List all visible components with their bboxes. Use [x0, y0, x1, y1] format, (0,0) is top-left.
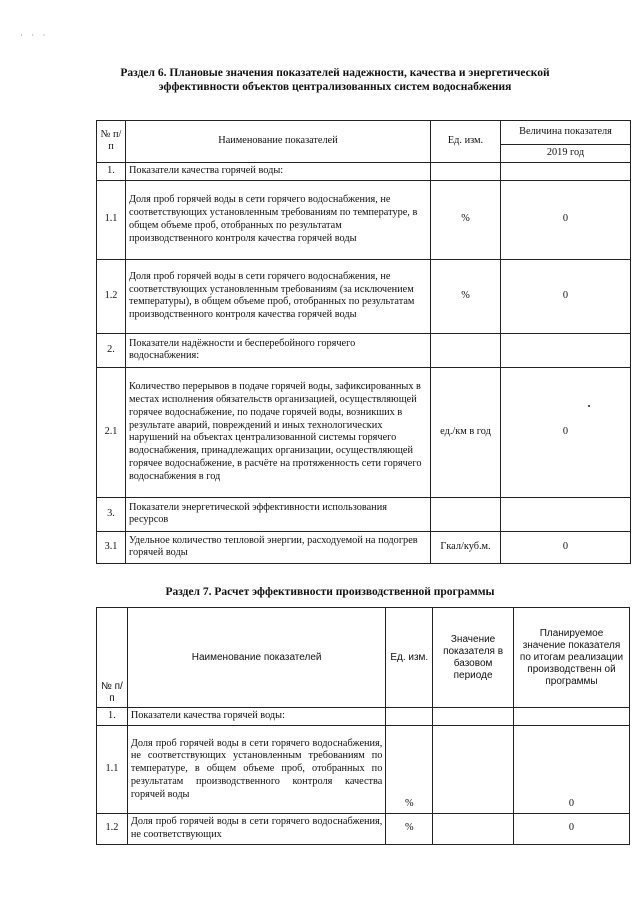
row-name: Показатели энергетической эффективности использования ресурсов [126, 497, 431, 531]
row-base [433, 726, 514, 814]
row-unit: % [431, 259, 501, 333]
row-num: 1. [97, 708, 128, 726]
row-plan [514, 708, 630, 726]
section6-title-line2: эффективности объектов централизованных систем водоснабжения [158, 81, 512, 93]
row-num: 2. [97, 333, 126, 367]
row-num: 3.1 [97, 531, 126, 563]
table-row [97, 333, 631, 367]
row-num: 2.1 [97, 367, 126, 497]
row-name: Доля проб горячей воды в сети горячего водоснабжения, не соответствующих установленным требованиям (за исключением температуры), в общем объеме проб, отобранных по результатам производственного контроля качества горячей воды [126, 259, 431, 333]
table-row [97, 497, 631, 531]
row-name: Удельное количество тепловой энергии, расходуемой на подогрев горячей воды [126, 531, 431, 563]
row-unit: % [431, 180, 501, 259]
section7-title: Раздел 7. Расчет эффективности производственной программы [165, 586, 495, 598]
row-unit [431, 497, 501, 531]
row-unit [431, 162, 501, 180]
header-unit: Ед. изм. [431, 121, 501, 163]
row-value: 0 [501, 531, 631, 563]
table-row [97, 531, 631, 563]
table-row [97, 708, 630, 726]
row-value: 0 [501, 367, 631, 497]
row-unit: ед./км в год [431, 367, 501, 497]
row-plan: 0 [514, 814, 630, 845]
row-unit [386, 708, 433, 726]
header-plan: Планируемое значение показателя по итогам реализации производственн ой программы [514, 608, 630, 708]
row-num: 1.1 [97, 726, 128, 814]
header-name: Наименование показателей [126, 121, 431, 163]
row-value: 0 [501, 259, 631, 333]
scan-artifact: · · · [20, 30, 49, 40]
row-base [433, 814, 514, 845]
row-name: Доля проб горячей воды в сети горячего водоснабжения, не соответствующих [127, 814, 386, 845]
row-base [433, 708, 514, 726]
section7-table [96, 607, 630, 845]
row-value [501, 333, 631, 367]
row-value [501, 497, 631, 531]
table-header-row [97, 608, 630, 708]
table-row [97, 180, 631, 259]
header-base: Значение показателя в базовом периоде [433, 608, 514, 708]
table-row [97, 162, 631, 180]
row-num: 3. [97, 497, 126, 531]
header-num: № п/п [97, 121, 126, 163]
header-value: Величина показателя [501, 121, 631, 145]
row-name: Количество перерывов в подаче горячей воды, зафиксированных в местах исполнения обязательств организацией, осуществляющей горячее водоснабжение, по подаче горячей воды, возникших в результате аварий, повреждений и иных технологических нарушений на объектах централизованной системы горячего водоснабжения, принадлежащих организации, осуществляющей горячее водоснабжение, в расчёте на протяженность сети горячего водоснабжения в год [126, 367, 431, 497]
table-row [97, 259, 631, 333]
header-num: № п/п [97, 608, 128, 708]
row-num: 1. [97, 162, 126, 180]
row-num: 1.2 [97, 814, 128, 845]
row-name: Доля проб горячей воды в сети горячего водоснабжения, не соответствующих установленным требованиям по температуре, в общем объеме проб, отобранных по результатам производственного контроля качества горячей воды [126, 180, 431, 259]
header-unit: Ед. изм. [386, 608, 433, 708]
section6-title-line1: Раздел 6. Плановые значения показателей надежности, качества и энергетической [120, 67, 550, 79]
row-unit: Гкал/куб.м. [431, 531, 501, 563]
table-row [97, 726, 630, 814]
header-year: 2019 год [501, 145, 631, 163]
row-name: Доля проб горячей воды в сети горячего водоснабжения, не соответствующих установленным требованиям по температуре, в общем объеме проб, отобранных по результатам производственного контроля качества горячей воды [127, 726, 386, 814]
row-unit: % [386, 726, 433, 814]
row-name: Показатели качества горячей воды: [127, 708, 386, 726]
section6-table [96, 120, 631, 564]
row-name: Показатели надёжности и бесперебойного горячего водоснабжения: [126, 333, 431, 367]
header-name: Наименование показателей [127, 608, 386, 708]
table-row [97, 367, 631, 497]
row-value [501, 162, 631, 180]
row-num: 1.2 [97, 259, 126, 333]
row-unit [431, 333, 501, 367]
table-header-row [97, 121, 631, 145]
row-plan: 0 [514, 726, 630, 814]
row-name: Показатели качества горячей воды: [126, 162, 431, 180]
row-num: 1.1 [97, 180, 126, 259]
section6-title [70, 66, 600, 94]
row-value: 0 [501, 180, 631, 259]
table-row [97, 814, 630, 845]
row-unit: % [386, 814, 433, 845]
